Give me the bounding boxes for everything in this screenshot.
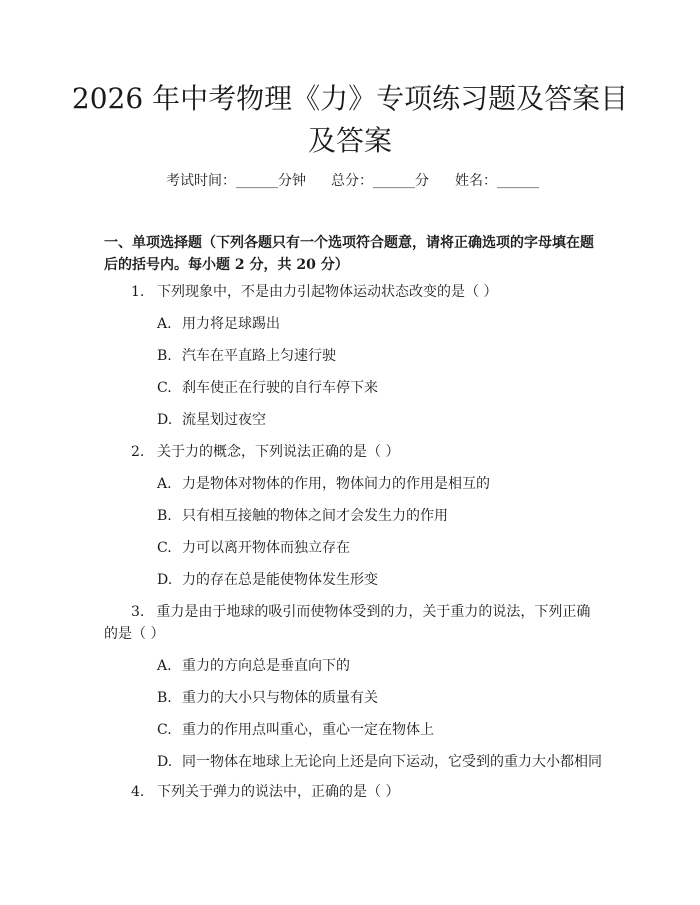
option-1b: B. 汽车在平直路上匀速行驶 bbox=[157, 348, 336, 364]
option-2c: C. 力可以离开物体而独立存在 bbox=[157, 540, 350, 556]
option-3c: C. 重力的作用点叫重心，重心一定在物体上 bbox=[157, 722, 434, 738]
question-3 bbox=[104, 601, 604, 645]
option-2b: B. 只有相互接触的物体之间才会发生力的作用 bbox=[157, 508, 448, 524]
title-line-1: 2026 年中考物理《力》专项练习题及答案目 bbox=[71, 82, 629, 115]
option-3a: A. 重力的方向总是垂直向下的 bbox=[157, 658, 350, 674]
question-text: 下列现象中，不是由力引起物体运动状态改变的是（ ） bbox=[157, 284, 498, 300]
exam-score: 总分：______分 bbox=[331, 173, 429, 189]
question-text: 重力是由于地球的吸引而使物体受到的力，关于重力的说法，下列正确的是（ ） bbox=[104, 604, 591, 642]
page-title bbox=[60, 78, 640, 162]
exam-time: 考试时间：______分钟 bbox=[166, 173, 306, 189]
question-text: 关于力的概念，下列说法正确的是（ ） bbox=[157, 444, 400, 460]
question-text: 下列关于弹力的说法中，正确的是（ ） bbox=[157, 784, 400, 800]
option-2d: D. 力的存在总是能使物体发生形变 bbox=[157, 572, 378, 588]
option-3b: B. 重力的大小只与物体的质量有关 bbox=[157, 690, 378, 706]
option-1d: D. 流星划过夜空 bbox=[157, 412, 266, 428]
option-3d: D. 同一物体在地球上无论向上还是向下运动，它受到的重力大小都相同 bbox=[157, 754, 602, 770]
question-number: 4. bbox=[131, 784, 145, 800]
option-1a: A. 用力将足球踢出 bbox=[157, 316, 280, 332]
section-heading: 一、单项选择题（下列各题只有一个选项符合题意，请将正确选项的字母填在题后的括号内。每小题 2 分，共 20 分） bbox=[104, 235, 594, 273]
student-name: 姓名：______ bbox=[455, 173, 539, 189]
question-number: 3. bbox=[131, 604, 145, 620]
option-1c: C. 刹车使正在行驶的自行车停下来 bbox=[157, 380, 378, 396]
exam-info bbox=[0, 170, 700, 190]
question-number: 1. bbox=[131, 284, 145, 300]
question-number: 2. bbox=[131, 444, 145, 460]
title-line-2: 及答案 bbox=[307, 124, 392, 157]
option-2a: A. 力是物体对物体的作用，物体间力的作用是相互的 bbox=[157, 476, 490, 492]
